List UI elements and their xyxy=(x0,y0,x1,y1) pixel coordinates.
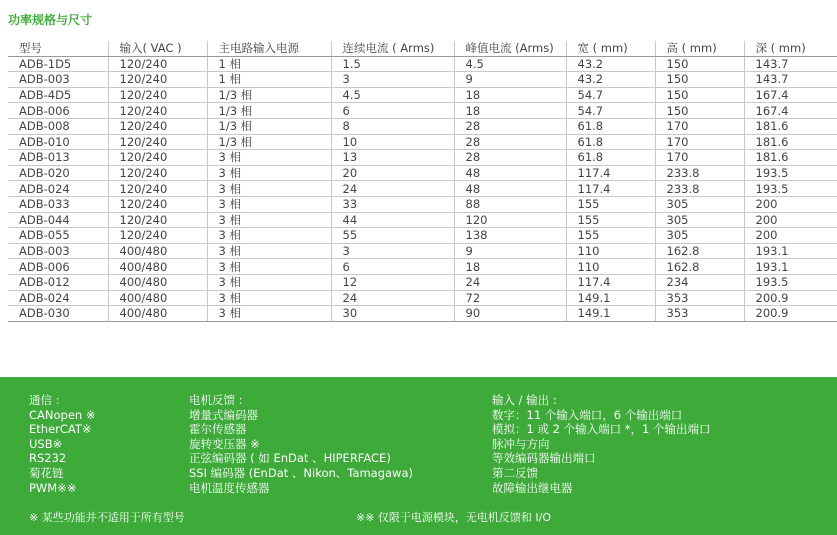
cell-input-vac: 400/480 xyxy=(108,290,207,306)
cell-peak-current: 120 xyxy=(454,212,566,228)
cell-height: 233.8 xyxy=(655,165,744,181)
cell-model: ADB-055 xyxy=(8,228,108,244)
cell-peak-current: 24 xyxy=(454,274,566,290)
header-peak-current: 峰值电流 (Arms) xyxy=(454,41,566,56)
cell-model: ADB-044 xyxy=(8,212,108,228)
cell-height: 353 xyxy=(655,290,744,306)
page-title: 功率规格与尺寸 xyxy=(8,13,93,27)
cell-model: ADB-033 xyxy=(8,196,108,212)
cell-height: 150 xyxy=(655,87,744,103)
cell-continuous-current: 10 xyxy=(331,134,454,150)
cell-input-vac: 120/240 xyxy=(108,103,207,119)
cell-height: 305 xyxy=(655,228,744,244)
table-row xyxy=(8,228,837,244)
header-width: 宽 ( mm) xyxy=(566,41,655,56)
cell-continuous-current: 12 xyxy=(331,274,454,290)
communication-column xyxy=(29,393,96,495)
cell-main-power: 3 相 xyxy=(207,290,331,306)
io-item: 故障输出继电器 xyxy=(492,480,573,495)
cell-main-power: 3 相 xyxy=(207,181,331,197)
cell-main-power: 1/3 相 xyxy=(207,103,331,119)
table-row xyxy=(8,103,837,119)
cell-depth: 200 xyxy=(744,196,837,212)
table-row xyxy=(8,274,837,290)
cell-height: 305 xyxy=(655,196,744,212)
communication-item: 菊花链 xyxy=(29,465,64,480)
cell-peak-current: 72 xyxy=(454,290,566,306)
cell-peak-current: 28 xyxy=(454,118,566,134)
cell-input-vac: 400/480 xyxy=(108,259,207,275)
io-item: 数字：11 个输入端口，6 个输出端口 xyxy=(492,407,683,422)
cell-input-vac: 120/240 xyxy=(108,118,207,134)
cell-height: 150 xyxy=(655,103,744,119)
header-height: 高 ( mm) xyxy=(655,41,744,56)
cell-main-power: 3 相 xyxy=(207,228,331,244)
cell-main-power: 3 相 xyxy=(207,150,331,166)
cell-model: ADB-012 xyxy=(8,274,108,290)
footnote-single-mark: ※ 某些功能并不适用于所有型号 xyxy=(29,511,185,524)
communication-item: PWM※※ xyxy=(29,480,77,495)
cell-peak-current: 9 xyxy=(454,72,566,88)
cell-input-vac: 120/240 xyxy=(108,196,207,212)
cell-model: ADB-008 xyxy=(8,118,108,134)
table-header-row xyxy=(8,41,837,56)
cell-width: 61.8 xyxy=(566,118,655,134)
cell-depth: 200 xyxy=(744,228,837,244)
cell-height: 150 xyxy=(655,72,744,88)
cell-peak-current: 18 xyxy=(454,259,566,275)
cell-model: ADB-013 xyxy=(8,150,108,166)
cell-main-power: 1 相 xyxy=(207,56,331,72)
cell-height: 233.8 xyxy=(655,181,744,197)
feedback-item: 增量式编码器 xyxy=(189,407,258,422)
cell-continuous-current: 3 xyxy=(331,243,454,259)
cell-main-power: 1/3 相 xyxy=(207,134,331,150)
cell-depth: 167.4 xyxy=(744,103,837,119)
io-heading: 输入 / 输出 : xyxy=(492,393,557,407)
cell-continuous-current: 8 xyxy=(331,118,454,134)
cell-peak-current: 18 xyxy=(454,87,566,103)
cell-depth: 193.1 xyxy=(744,259,837,275)
feature-panel xyxy=(0,377,837,535)
cell-depth: 167.4 xyxy=(744,87,837,103)
cell-main-power: 3 相 xyxy=(207,212,331,228)
feedback-item: 电机温度传感器 xyxy=(189,480,270,495)
cell-height: 170 xyxy=(655,150,744,166)
cell-peak-current: 138 xyxy=(454,228,566,244)
cell-input-vac: 400/480 xyxy=(108,274,207,290)
cell-width: 61.8 xyxy=(566,150,655,166)
cell-continuous-current: 4.5 xyxy=(331,87,454,103)
cell-width: 117.4 xyxy=(566,165,655,181)
table-row xyxy=(8,259,837,275)
cell-depth: 200.9 xyxy=(744,290,837,306)
cell-input-vac: 120/240 xyxy=(108,165,207,181)
io-item: 等效编码器输出端口 xyxy=(492,451,596,466)
cell-model: ADB-006 xyxy=(8,103,108,119)
table-row xyxy=(8,87,837,103)
communication-item: EtherCAT※ xyxy=(29,422,92,437)
cell-peak-current: 48 xyxy=(454,181,566,197)
cell-main-power: 1/3 相 xyxy=(207,118,331,134)
cell-width: 149.1 xyxy=(566,306,655,322)
cell-input-vac: 120/240 xyxy=(108,134,207,150)
cell-width: 155 xyxy=(566,196,655,212)
cell-main-power: 3 相 xyxy=(207,259,331,275)
cell-depth: 200 xyxy=(744,212,837,228)
cell-continuous-current: 1.5 xyxy=(331,56,454,72)
cell-input-vac: 120/240 xyxy=(108,212,207,228)
cell-width: 117.4 xyxy=(566,181,655,197)
cell-continuous-current: 3 xyxy=(331,72,454,88)
cell-peak-current: 4.5 xyxy=(454,56,566,72)
cell-width: 110 xyxy=(566,259,655,275)
cell-continuous-current: 6 xyxy=(331,103,454,119)
cell-width: 155 xyxy=(566,228,655,244)
header-depth: 深 ( mm) xyxy=(744,41,837,56)
cell-peak-current: 28 xyxy=(454,134,566,150)
table-row xyxy=(8,196,837,212)
table-row xyxy=(8,290,837,306)
table-row xyxy=(8,56,837,72)
cell-peak-current: 48 xyxy=(454,165,566,181)
header-model: 型号 xyxy=(8,41,108,56)
cell-width: 117.4 xyxy=(566,274,655,290)
feedback-item: SSI 编码器 (EnDat 、Nikon、Tamagawa) xyxy=(189,465,413,480)
communication-item: CANopen ※ xyxy=(29,407,96,422)
cell-input-vac: 120/240 xyxy=(108,87,207,103)
cell-height: 162.8 xyxy=(655,243,744,259)
cell-input-vac: 400/480 xyxy=(108,306,207,322)
cell-width: 149.1 xyxy=(566,290,655,306)
cell-continuous-current: 6 xyxy=(331,259,454,275)
cell-height: 305 xyxy=(655,212,744,228)
io-item: 第二反馈 xyxy=(492,465,538,480)
cell-model: ADB-1D5 xyxy=(8,56,108,72)
cell-input-vac: 120/240 xyxy=(108,72,207,88)
table-row xyxy=(8,181,837,197)
cell-model: ADB-020 xyxy=(8,165,108,181)
cell-depth: 193.5 xyxy=(744,165,837,181)
table-row xyxy=(8,306,837,322)
cell-peak-current: 88 xyxy=(454,196,566,212)
cell-input-vac: 120/240 xyxy=(108,150,207,166)
communication-item: USB※ xyxy=(29,436,63,451)
cell-continuous-current: 24 xyxy=(331,181,454,197)
cell-depth: 181.6 xyxy=(744,118,837,134)
communication-heading: 通信 : xyxy=(29,393,60,407)
cell-depth: 143.7 xyxy=(744,56,837,72)
cell-continuous-current: 44 xyxy=(331,212,454,228)
power-spec-table xyxy=(8,41,837,322)
cell-continuous-current: 24 xyxy=(331,290,454,306)
cell-model: ADB-003 xyxy=(8,243,108,259)
cell-continuous-current: 30 xyxy=(331,306,454,322)
footnote-double-mark: ※※ 仅限于电源模块，无电机反馈和 I/O xyxy=(356,511,552,524)
cell-peak-current: 90 xyxy=(454,306,566,322)
cell-model: ADB-010 xyxy=(8,134,108,150)
feedback-heading: 电机反馈 : xyxy=(189,393,243,407)
cell-input-vac: 120/240 xyxy=(108,181,207,197)
header-input-vac: 输入( VAC ) xyxy=(108,41,207,56)
cell-input-vac: 120/240 xyxy=(108,228,207,244)
cell-model: ADB-003 xyxy=(8,72,108,88)
cell-main-power: 3 相 xyxy=(207,243,331,259)
cell-main-power: 1 相 xyxy=(207,72,331,88)
cell-height: 150 xyxy=(655,56,744,72)
cell-model: ADB-006 xyxy=(8,259,108,275)
io-column xyxy=(492,393,710,495)
cell-height: 170 xyxy=(655,118,744,134)
cell-height: 234 xyxy=(655,274,744,290)
cell-depth: 193.5 xyxy=(744,181,837,197)
table-row xyxy=(8,118,837,134)
cell-model: ADB-024 xyxy=(8,181,108,197)
table-row xyxy=(8,72,837,88)
cell-width: 54.7 xyxy=(566,87,655,103)
cell-main-power: 3 相 xyxy=(207,306,331,322)
cell-depth: 181.6 xyxy=(744,150,837,166)
cell-model: ADB-030 xyxy=(8,306,108,322)
cell-depth: 193.1 xyxy=(744,243,837,259)
feedback-column xyxy=(189,393,413,495)
cell-continuous-current: 13 xyxy=(331,150,454,166)
cell-width: 43.2 xyxy=(566,56,655,72)
cell-main-power: 3 相 xyxy=(207,165,331,181)
cell-height: 170 xyxy=(655,134,744,150)
cell-width: 43.2 xyxy=(566,72,655,88)
io-item: 脉冲与方向 xyxy=(492,436,550,451)
table-row xyxy=(8,165,837,181)
cell-input-vac: 120/240 xyxy=(108,56,207,72)
cell-peak-current: 28 xyxy=(454,150,566,166)
feedback-item: 正弦编码器 ( 如 EnDat 、HIPERFACE) xyxy=(189,451,391,466)
feedback-item: 霍尔传感器 xyxy=(189,422,247,437)
feedback-item: 旋转变压器 ※ xyxy=(189,436,260,451)
cell-depth: 181.6 xyxy=(744,134,837,150)
table-body xyxy=(8,56,837,321)
cell-width: 61.8 xyxy=(566,134,655,150)
cell-main-power: 1/3 相 xyxy=(207,87,331,103)
cell-model: ADB-024 xyxy=(8,290,108,306)
header-continuous-current: 连续电流 ( Arms) xyxy=(331,41,454,56)
header-main-power: 主电路输入电源 xyxy=(207,41,331,56)
cell-continuous-current: 33 xyxy=(331,196,454,212)
communication-item: RS232 xyxy=(29,451,67,466)
cell-depth: 143.7 xyxy=(744,72,837,88)
cell-width: 110 xyxy=(566,243,655,259)
cell-main-power: 3 相 xyxy=(207,274,331,290)
cell-input-vac: 400/480 xyxy=(108,243,207,259)
table-row xyxy=(8,212,837,228)
cell-peak-current: 18 xyxy=(454,103,566,119)
table-row xyxy=(8,150,837,166)
cell-continuous-current: 20 xyxy=(331,165,454,181)
cell-model: ADB-4D5 xyxy=(8,87,108,103)
cell-height: 353 xyxy=(655,306,744,322)
cell-depth: 193.5 xyxy=(744,274,837,290)
cell-continuous-current: 55 xyxy=(331,228,454,244)
cell-peak-current: 9 xyxy=(454,243,566,259)
cell-height: 162.8 xyxy=(655,259,744,275)
cell-main-power: 3 相 xyxy=(207,196,331,212)
io-item: 模拟：1 或 2 个输入端口 *，1 个输出端口 xyxy=(492,422,711,437)
table-row xyxy=(8,134,837,150)
table-row xyxy=(8,243,837,259)
cell-width: 54.7 xyxy=(566,103,655,119)
cell-depth: 200.9 xyxy=(744,306,837,322)
cell-width: 155 xyxy=(566,212,655,228)
